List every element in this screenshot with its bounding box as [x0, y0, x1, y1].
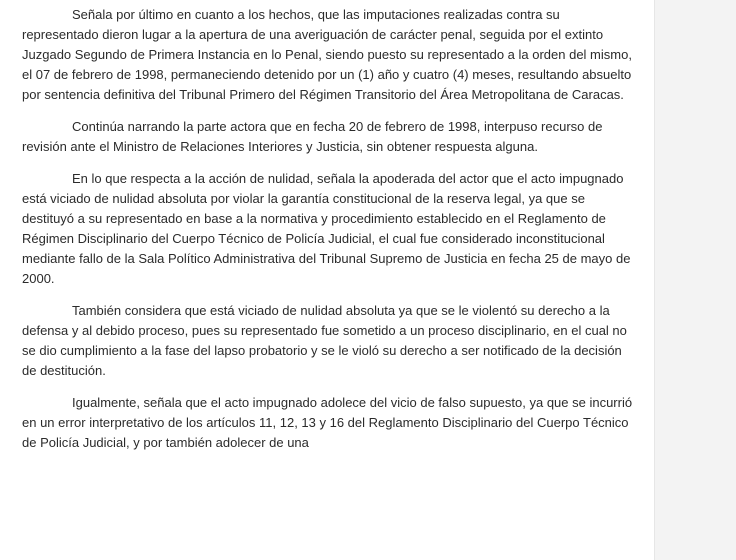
- paragraph-4: También considera que está viciado de nulidad absoluta ya que se le violentó su derecho a la defensa y al debido proceso, pues su representado fue sometido a un proceso disciplinario, en el cual no se dio cumplimiento a la fase del lapso probatorio y se le violó su derecho a ser notificado de la decisión de destitución.: [22, 303, 627, 378]
- paragraph-5: Igualmente, señala que el acto impugnado adolece del vicio de falso supuesto, ya que se incurrió en un error interpretativo de los artículos 11, 12, 13 y 16 del Reglamento Disciplinario del Cuerpo Técnico de Policía Judicial, y por también adolecer de una: [22, 395, 633, 450]
- paragraph-2: Continúa narrando la parte actora que en fecha 20 de febrero de 1998, interpuso recurso de revisión ante el Ministro de Relaciones Interiores y Justicia, sin obtener respuesta alguna.: [22, 119, 603, 154]
- right-side-panel: [654, 0, 736, 560]
- paragraph-3: En lo que respecta a la acción de nulidad, señala la apoderada del actor que el acto impugnado está viciado de nulidad absoluta por violar la garantía constitucional de la reserva legal, ya que se destituyó a su representado en base a la normativa y procedimiento establecido en el Reglamento de Régimen Disciplinario del Cuerpo Técnico de Policía Judicial, el cual fue considerado inconstitucional mediante fallo de la Sala Político Administrativa del Tribunal Supremo de Justicia en fecha 25 de mayo de 2000.: [22, 171, 631, 286]
- paragraph-1: Señala por último en cuanto a los hechos, que las imputaciones realizadas contra su representado dieron lugar a la apertura de una averiguación de carácter penal, seguida por el extinto Juzgado Segundo de Primera Instancia en lo Penal, siendo puesto su representado a la orden del mismo, el 07 de febrero de 1998, permaneciendo detenido por un (1) año y cuatro (4) meses, resultando absuelto por sentencia definitiva del Tribunal Primero del Régimen Transitorio del Área Metropolitana de Caracas.: [22, 7, 632, 102]
